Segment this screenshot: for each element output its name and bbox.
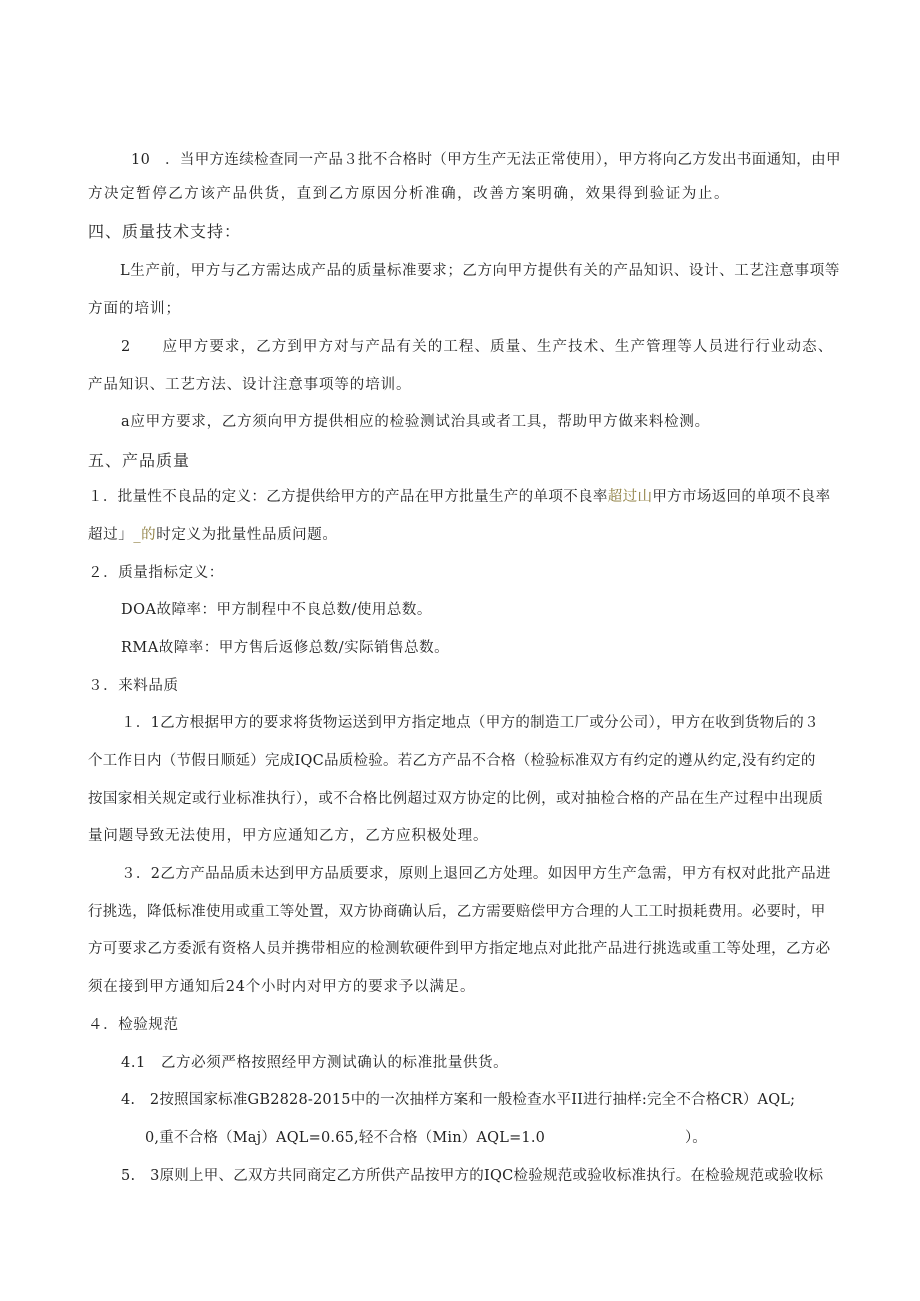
item-4-2-line-1: 4. 2按照国家标准GB2828-2015中的一次抽样方案和一般检查水平II进行抽样:完全不合格CR）AQL; <box>121 1092 796 1108</box>
item-3-2-line-3: 方可要求乙方委派有资格人员并携带相应的检测软硬件到甲方指定地点对此批产品进行挑选或重工等处理，乙方必 <box>88 941 831 957</box>
item-3-2-line-1: ３．2乙方产品品质未达到甲方品质要求，原则上退回乙方处理。如因甲方生产急需，甲方有权对此批产品进 <box>121 866 831 882</box>
clause-10-line-2: 方决定暂停乙方该产品供货，直到乙方原因分析准确，改善方案明确，效果得到验证为止。 <box>88 186 730 202</box>
section-5-item-1-line-2 <box>88 528 337 543</box>
section-4-heading: 四、质量技术支持： <box>88 222 242 241</box>
item-1-text-c: 甲方市场返回的单项不良率 <box>652 489 831 505</box>
item-3-1-line-4: 量问题导致无法使用，甲方应通知乙方，乙方应积极处理。 <box>88 828 489 844</box>
item-3-1-line-3: 按国家相关规定或行业标准执行），或不合格比例超过双方协定的比例，或对抽检合格的产品在生产过程中出现质 <box>88 791 824 807</box>
section-4-item-2-line-2: 产品知识、工艺方法、设计注意事项等的培训。 <box>88 377 412 393</box>
item-1-blank-threshold-2: _的 <box>133 527 157 543</box>
item-3-1-line-1: １．1乙方根据甲方的要求将货物运送到甲方指定地点（甲方的制造工厂或分公司），甲方在收到货物后的３ <box>121 715 819 731</box>
item-3-1-line-2: 个工作日内（节假日顺延）完成IQC品质检验。若乙方产品不合格（检验标准双方有约定的遵从约定,没有约定的 <box>88 753 816 769</box>
section-4-item-2-line-1: 2 应甲方要求，乙方到甲方对与产品有关的工程、质量、生产技术、生产管理等人员进行行业动态、 <box>121 339 834 355</box>
item-4-2-line-2-end: ）。 <box>685 1130 707 1146</box>
section-4-item-3: a应甲方要求，乙方须向甲方提供相应的检验测试治具或者工具，帮助甲方做来料检测。 <box>121 414 710 430</box>
item-4-2-line-2: 0,重不合格（Maj）AQL=0.65,轻不合格（Min）AQL=1.0 <box>145 1130 546 1146</box>
section-5-heading: 五、产品质量 <box>88 451 191 470</box>
item-3-2-line-2: 行挑选，降低标准使用或重工等处置，双方协商确认后，乙方需要赔偿甲方合理的人工工时损耗费用。必要时，甲 <box>88 904 826 920</box>
section-4-item-1-line-2: 方面的培训； <box>88 301 181 317</box>
section-5-item-1-line-1 <box>88 490 831 505</box>
section-5-item-2: ２．质量指标定义： <box>88 565 224 581</box>
item-3-2-line-4: 须在接到甲方通知后24个小时内对甲方的要求予以满足。 <box>88 979 476 995</box>
item-1-blank-threshold-1: 超过山 <box>607 489 653 505</box>
rma-definition: RMA故障率：甲方售后返修总数/实际销售总数。 <box>121 640 450 656</box>
item-1-line-2-text-c: 时定义为批量性品质问题。 <box>156 527 338 543</box>
section-5-item-4: ４．检验规范 <box>88 1017 179 1033</box>
item-4-3-line-1: 5. 3原则上甲、乙双方共同商定乙方所供产品按甲方的IQC检验规范或验收标准执行。在检验规范或验收标 <box>121 1168 824 1184</box>
item-4-1: 4.1 乙方必须严格按照经甲方测试确认的标准批量供货。 <box>121 1055 509 1071</box>
section-5-item-3: ３．来料品质 <box>88 678 179 694</box>
item-1-line-2-text-a: 超过」 <box>88 527 134 543</box>
clause-10-line-1: 10 ．当甲方连续检查同一产品３批不合格时（甲方生产无法正常使用），甲方将向乙方发出书面通知，由甲 <box>131 152 841 168</box>
doa-definition: DOA故障率：甲方制程中不良总数/使用总数。 <box>121 602 432 618</box>
section-4-item-1-line-1: L生产前，甲方与乙方需达成产品的质量标准要求；乙方向甲方提供有关的产品知识、设计、工艺注意事项等 <box>120 263 840 279</box>
item-1-text-a: １．批量性不良品的定义：乙方提供给甲方的产品在甲方批量生产的单项不良率 <box>88 489 608 505</box>
